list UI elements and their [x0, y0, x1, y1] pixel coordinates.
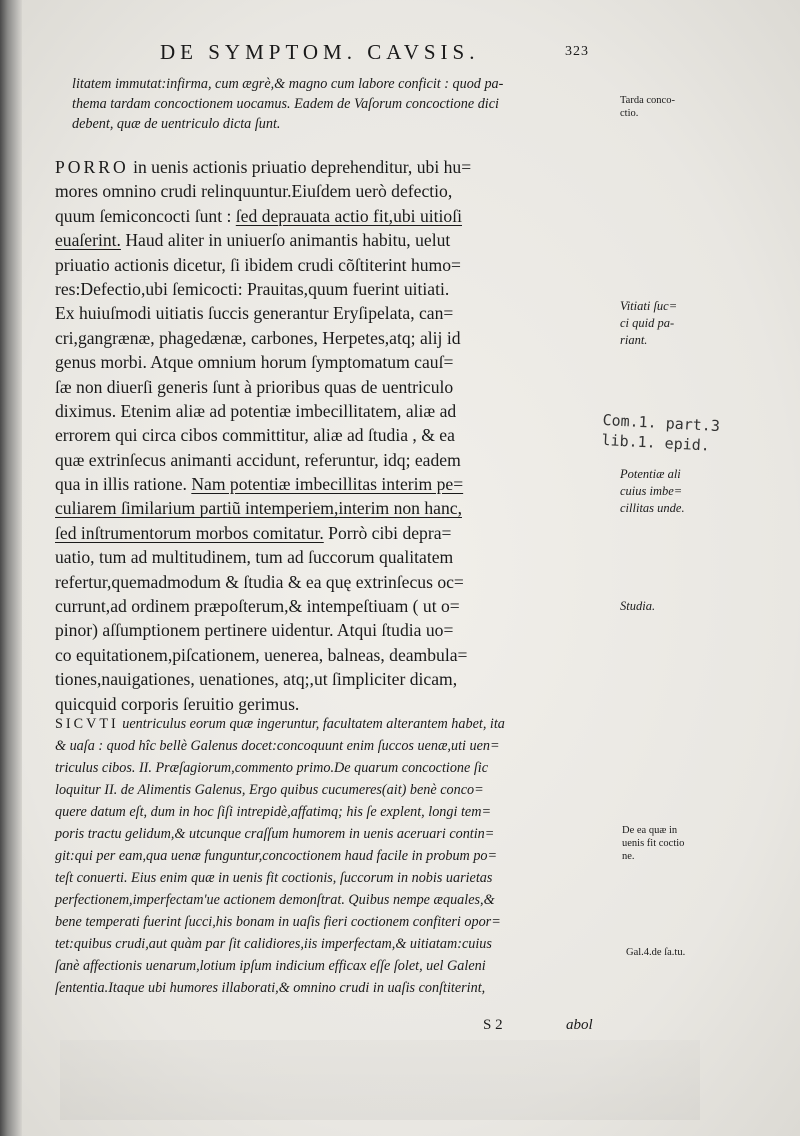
manuscript-annotation: Com.1. part.3 lib.1. epid.: [601, 410, 721, 455]
signature-mark: S 2: [483, 1017, 503, 1033]
main-line: [55, 277, 605, 301]
line-text: in uenis actionis priuatio deprehenditur, ubi hu=: [128, 157, 472, 177]
line-text: uatio, tum ad multitudinem, tum ad ſuccorum qualitatem: [55, 547, 454, 568]
line-text: triculus cibos. II. Præſagiorum,commento primo.De quarum concoctione ſic: [55, 760, 489, 776]
sicuti-line: [55, 889, 615, 911]
main-line: [55, 155, 605, 179]
underlined-phrase: Nam potentiæ imbecillitas interim pe=: [191, 474, 464, 495]
main-paragraph: [55, 155, 605, 716]
line-text: res:Defectio,ubi ſemicocti: Prauitas,quum fuerint uitiati.: [55, 278, 450, 299]
line-text: co equitationem,piſcationem, uenerea, balneas, deambula=: [55, 644, 468, 665]
line-text: mores omnino crudi relinquuntur.Eiuſdem uerò defectio,: [55, 181, 453, 202]
sicuti-line: [55, 911, 615, 933]
running-title: DE SYMPTOM. CAVSIS.: [160, 40, 480, 64]
intro-paragraph: [72, 74, 602, 134]
sicuti-line: [55, 735, 615, 757]
line-text: teſt conuerti. Eius enim quæ in uenis fit coctionis, ſuccorum in nobis uarietas: [55, 870, 493, 886]
main-line: [55, 204, 605, 228]
line-text: git:qui per eam,qua uenæ funguntur,concoctionem haud facile in probum po=: [55, 848, 498, 864]
underlined-phrase: ſed deprauata actio fit,ubi uitioſi: [235, 205, 462, 226]
line-text: refertur,quemadmodum & ſtudia & ea quę extrinſecus oc=: [55, 571, 464, 592]
sicuti-paragraph: [55, 713, 615, 999]
intro-line: litatem immutat:infirma, cum ægrè,& magno cum labore conficit : quod pa-: [72, 76, 504, 92]
line-text: quere datum eſt, dum in hoc ſiſi intrepidè,affatimq; his ſe explent, longi tem=: [55, 804, 492, 820]
main-line: [55, 545, 605, 569]
margin-note-studia: Studia.: [620, 599, 656, 613]
line-text: quum ſemiconcocti ſunt :: [55, 205, 236, 226]
sicuti-line: [55, 845, 615, 867]
margin-note-vitiati: Vitiati ſuc= ci quid pa- riant.: [620, 299, 678, 347]
line-text: tet:quibus crudi,aut quàm par ſit calidiores,iis imperfectam,& uitiatam:cuius: [55, 936, 492, 952]
sicuti-line: [55, 823, 615, 845]
line-text: uentriculus eorum quæ ingeruntur, facultatem alterantem habet, ita: [118, 716, 505, 732]
sicuti-line: [55, 955, 615, 977]
main-line: [55, 570, 605, 594]
line-text: tiones,nauigationes, uenationes, atq;,ut ſimpliciter dicam,: [55, 669, 458, 690]
catchword: abol: [566, 1017, 593, 1033]
main-line: [55, 350, 605, 374]
sicuti-line: [55, 867, 615, 889]
underlined-phrase: ſed inſtrumentorum morbos comitatur.: [55, 522, 324, 543]
intro-line: debent, quæ de uentriculo dicta ſunt.: [72, 116, 281, 132]
sicuti-line: [55, 977, 615, 999]
margin-note-de-ea: De ea quæ in uenis fit coctio ne.: [622, 825, 685, 862]
initial-word: SICVTI: [55, 716, 119, 732]
main-line: [55, 594, 605, 618]
main-line: [55, 228, 605, 252]
bleed-through: [60, 1040, 700, 1120]
running-header: [160, 40, 640, 68]
main-line: [55, 472, 605, 496]
main-line: [55, 253, 605, 277]
line-text: Haud aliter in uniuerſo animantis habitu, uelut: [120, 230, 451, 251]
margin-note-gal: Gal.4.de ſa.tu.: [626, 947, 686, 958]
line-text: genus morbi. Atque omnium horum ſymptomatum cauſ=: [55, 352, 454, 373]
main-line: [55, 618, 605, 642]
main-line: [55, 399, 605, 423]
main-line: [55, 301, 605, 325]
main-line: [55, 496, 605, 520]
page-number: 323: [565, 44, 589, 59]
line-text: Ex huiuſmodi uitiatis ſuccis generantur Eryſipelata, can=: [55, 303, 454, 324]
line-text: diximus. Etenim aliæ ad potentiæ imbecillitatem, aliæ ad: [55, 400, 457, 421]
initial-word: PORRO: [55, 157, 129, 177]
main-line: [55, 667, 605, 691]
line-text: ſententia.Itaque ubi humores illaborati,& omnino crudi in uaſis conſtiterint,: [55, 980, 486, 996]
sicuti-line: [55, 779, 615, 801]
line-text: bene temperati fuerint ſucci,his bonam in uaſis fieri coctionem confiteri opor=: [55, 914, 501, 930]
main-line: [55, 423, 605, 447]
sicuti-line: [55, 757, 615, 779]
line-text: quæ extrinſecus animanti accidunt, referuntur, idq; eadem: [55, 449, 461, 470]
sicuti-line: [55, 801, 615, 823]
main-line: [55, 375, 605, 399]
main-line: [55, 521, 605, 545]
line-text: ſæ non diuerſi generis ſunt à prioribus quas de uentriculo: [55, 376, 454, 397]
line-text: Porrò cibi depra=: [323, 522, 452, 543]
line-text: pinor) aſſumptionem pertinere uidentur. Atqui ſtudia uo=: [55, 620, 454, 641]
line-text: & uaſa : quod hîc bellè Galenus docet:concoquunt enim ſuccos uenæ,uti uen=: [55, 738, 500, 754]
sicuti-line: [55, 713, 615, 735]
line-text: perfectionem,imperfectam'ue actionem demonſtrat. Quibus nempe æquales,&: [55, 892, 495, 908]
line-text: quicquid corporis ſeruitio gerimus.: [55, 693, 300, 714]
line-text: qua in illis ratione.: [55, 474, 192, 495]
intro-line: thema tardam concoctionem uocamus. Eadem de Vaſorum concoctione dici: [72, 96, 499, 112]
main-line: [55, 179, 605, 203]
sicuti-line: [55, 933, 615, 955]
line-text: ſanè affectionis uenarum,lotium ipſum indicium efficax eſſe ſolet, uel Galeni: [55, 958, 486, 974]
margin-note-tarda: Tarda conco- ctio.: [620, 95, 675, 119]
line-text: loquitur II. de Alimentis Galenus, Ergo quibus cucumeres(ait) benè conco=: [55, 782, 484, 798]
main-line: [55, 326, 605, 350]
line-text: cri,gangrænæ, phagedænæ, carbones, Herpetes,atq; alij id: [55, 327, 461, 348]
main-line: [55, 448, 605, 472]
underlined-phrase: culiarem ſimilarium partiũ intemperiem,interim non hanc,: [55, 498, 462, 519]
underlined-phrase: euaſerint.: [55, 230, 121, 251]
line-text: poris tractu gelidum,& utcunque craſſum humorem in uenis aceruari contin=: [55, 826, 495, 842]
margin-note-potentiae: Potentiæ ali cuius imbe= cillitas unde.: [620, 467, 685, 515]
main-line: [55, 643, 605, 667]
line-text: priuatio actionis dicetur, ſi ibidem crudi cõſtiterint humo=: [55, 254, 461, 275]
page-gutter-shadow: [0, 0, 22, 1136]
line-text: currunt,ad ordinem præpoſterum,& intempeſtiuam ( ut o=: [55, 596, 460, 617]
line-text: errorem qui circa cibos committitur, aliæ ad ſtudia , & ea: [55, 425, 455, 446]
